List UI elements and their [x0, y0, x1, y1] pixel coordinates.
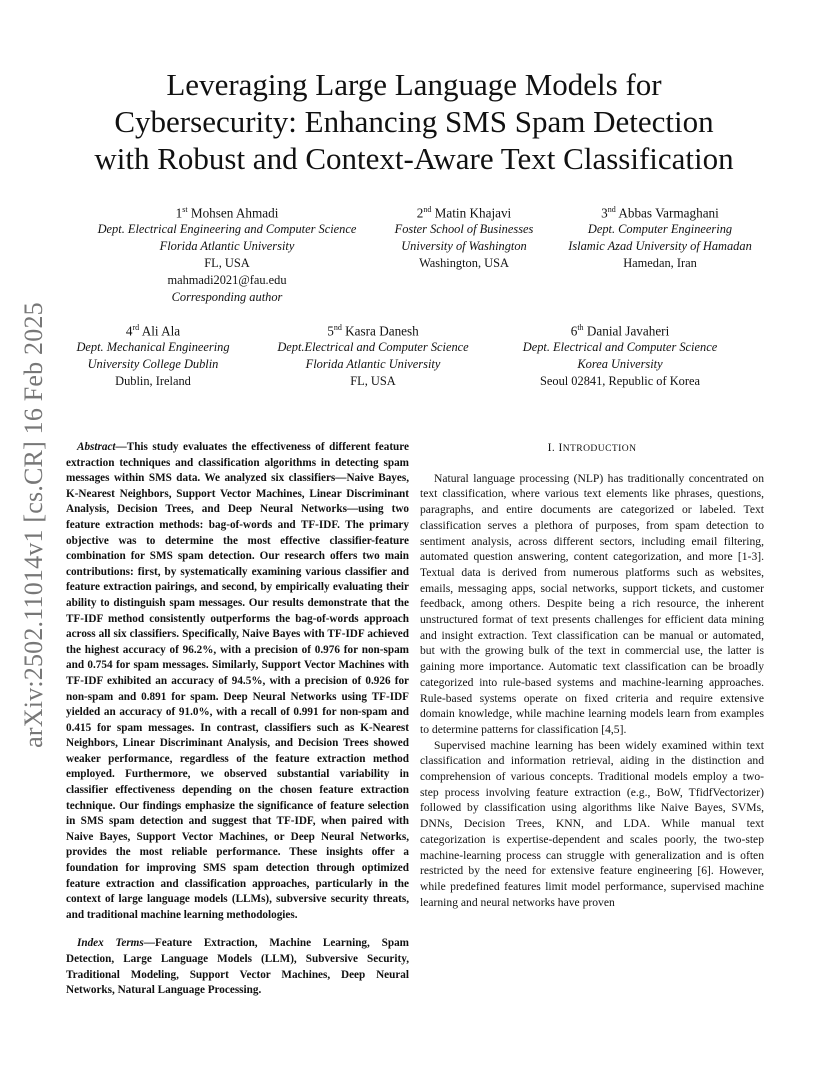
author-dept: Dept. Electrical Engineering and Computer Science: [97, 222, 357, 237]
author-name: 1st Mohsen Ahmadi: [175, 205, 279, 221]
author-name: 4rd Ali Ala: [125, 323, 181, 339]
section-heading: I. INTRODUCTION: [547, 441, 637, 454]
author-name: 5nd Kasra Danesh: [327, 323, 419, 339]
author-name: 3nd Abbas Varmaghani: [601, 205, 719, 221]
abstract-label: Abstract: [77, 441, 116, 453]
author-dept: Dept. Electrical and Computer Science: [522, 340, 718, 355]
author-dept: Dept. Mechanical Engineering: [76, 340, 230, 355]
author-dept: Foster School of Businesses: [394, 222, 534, 237]
author-block-3: [550, 201, 770, 272]
author-location: FL, USA: [204, 256, 250, 271]
paper-title: [70, 66, 758, 177]
author-location: Seoul 02841, Republic of Korea: [539, 374, 700, 389]
author-block-5: [258, 319, 488, 390]
author-univ: University of Washington: [401, 239, 527, 254]
abstract-text: —This study evaluates the effectiveness of different feature extraction techniques and classification algorithms in detecting spam messages within SMS data. We analyzed six classifiers—Naive Bayes, K-Nearest Neighbors, Support Vector Machines, Linear Discriminant Analysis, Decision Trees, and Deep Neural Networks—using two feature extraction methods: bag-of-words and TF-IDF. The primary objective was to determine the most effective classifier-feature combination for SMS spam detection. Our research offers two main contributions: first, by systematically examining various classifier and feature extraction pairings, and second, by empirically evaluating their ability to distinguish spam messages. Our results demonstrate that the TF-IDF method consistently outperforms the bag-of-words approach across all six classifiers. Specifically, Naive Bayes with TF-IDF achieved the highest accuracy of 96.2%, with a precision of 0.976 for non-spam and 0.754 for spam messages. Similarly, Support Vector Machines with TF-IDF exhibited an accuracy of 94.5%, with a precision of 0.926 for non-spam and 0.891 for spam. Deep Neural Networks using TF-IDF yielded an accuracy of 91.0%, with a recall of 0.991 for non-spam and 0.415 for spam messages. In contrast, classifiers such as K-Nearest Neighbors, Linear Discriminant Analysis, and Decision Trees showed weaker performance, regardless of the feature extraction method employed. Furthermore, we observed substantial variability in classifier effectiveness depending on the chosen feature extraction technique. Our findings emphasize the significance of feature selection in SMS spam detection and suggest that TF-IDF, when paired with Naive Bayes, Support Vector Machines, or Deep Neural Networks, provides the most reliable performance. These insights offer a foundation for improving SMS spam detection through optimized feature extraction and classification approaches, particularly in the context of large language models (LLMs), subversive security threats, and traditional machine learning methodologies.: [66, 441, 409, 921]
author-dept: Dept. Computer Engineering: [587, 222, 733, 237]
title-line-1: Leveraging Large Language Models for: [166, 67, 662, 102]
index-terms-label: Index Terms: [77, 937, 144, 950]
author-block-4: [62, 319, 244, 390]
author-location: Washington, USA: [419, 256, 509, 271]
author-note: Corresponding author: [171, 290, 283, 305]
author-email[interactable]: mahmadi2021@fau.edu: [167, 273, 287, 288]
author-location: Hamedan, Iran: [623, 256, 697, 271]
author-location: FL, USA: [350, 374, 396, 389]
author-univ: Islamic Azad University of Hamadan: [568, 239, 752, 254]
author-dept: Dept.Electrical and Computer Science: [277, 340, 469, 355]
author-univ: Florida Atlantic University: [305, 357, 441, 372]
author-name: 2nd Matin Khajavi: [416, 205, 512, 221]
introduction-column: [420, 440, 764, 910]
arxiv-identifier-text: arXiv:2502.11014v1 [cs.CR] 16 Feb 2025: [19, 302, 48, 748]
author-block-2: [380, 201, 548, 272]
abstract: [66, 440, 409, 923]
author-block-6: [500, 319, 740, 390]
index-terms-text: —Feature Extraction, Machine Learning, Spam Detection, Large Language Models (LLM), Subversive Security, Traditional Modeling, Support Vector Machines, Deep Neural Networks, Natural Language Processing.: [66, 937, 409, 997]
abstract-column: [66, 440, 409, 999]
intro-paragraph-2: Supervised machine learning has been widely examined within text classification and information retrieval, aiding in the distinction and comprehension of various concepts. Traditional models employ a two-step process involving feature extraction (e.g., BoW, TfidfVectorizer) followed by classification using algorithms like Naive Bayes, SVMs, DNNs, Decision Trees, KNN, and LDA. While manual text categorization is expertise-dependent and scales poorly, the two-step machine-learning process can struggle with generalization and is often restricted by the need for extensive feature engineering [6]. However, while predefined features limit model performance, supervised machine learning and neural networks have proven: [420, 738, 764, 909]
author-univ: University College Dublin: [87, 357, 219, 372]
title-line-2: Cybersecurity: Enhancing SMS Spam Detection: [114, 104, 714, 139]
author-block-1: [66, 201, 388, 306]
intro-paragraph-1: Natural language processing (NLP) has traditionally concentrated on text classification, where various text elements like phrases, questions, paragraphs, and entire documents are categorized or labeled. Text classification serves a plethora of purposes, from spam detection to sentiment analysis, across different sectors, including email filtering, automated question answering, content categorization, and more [1-3]. Textual data is derived from numerous platforms such as websites, emails, messaging apps, social networks, support tickets, and customer feedback, among others. Despite being a rich resource, the inherent unstructured format of text presents challenges for efficient data mining and insight extraction. Text classification can be manual or automated, but with the growing bulk of the text in commercial use, the latter is gaining more importance. Automatic text classification can be broadly categorized into rule-based systems and machine-learning approaches. Rule-based systems operate on fixed criteria and require extensive domain knowledge, while machine learning models learn from examples to determine patterns for classification [4,5].: [420, 471, 764, 736]
title-line-3: with Robust and Context-Aware Text Classification: [94, 141, 734, 176]
author-univ: Florida Atlantic University: [159, 239, 295, 254]
author-univ: Korea University: [577, 357, 663, 372]
index-terms: [66, 936, 409, 998]
author-location: Dublin, Ireland: [115, 374, 191, 389]
arxiv-identifier: [4, 290, 64, 760]
author-name: 6th Danial Javaheri: [570, 323, 670, 339]
